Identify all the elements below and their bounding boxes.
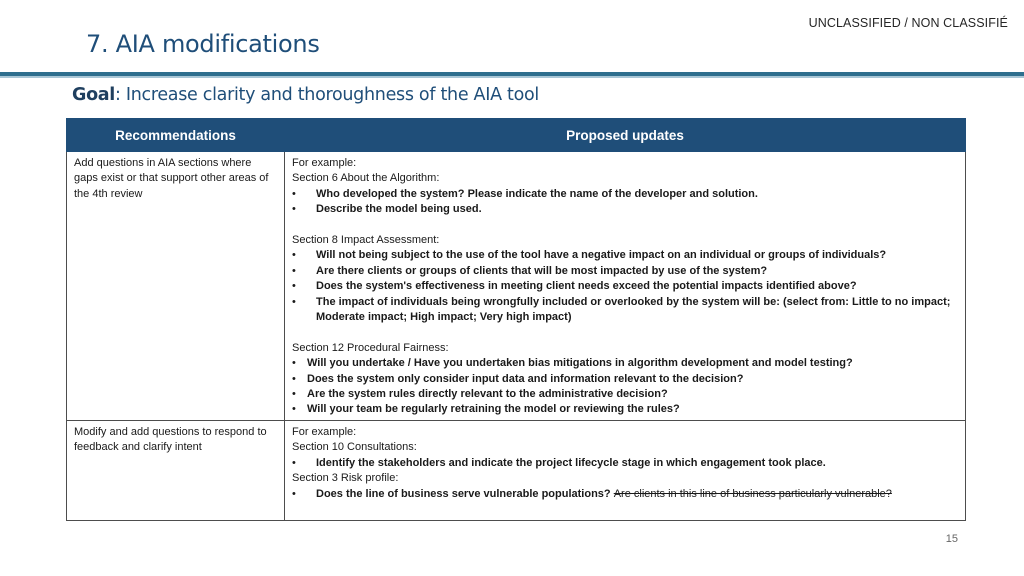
section-title: Section 3 Risk profile: — [292, 472, 399, 485]
updates-table — [66, 118, 966, 521]
bullet-icon: • — [292, 264, 296, 277]
list-item-text: Are there clients or groups of clients that will be most impacted by use of the system? — [316, 264, 768, 277]
bullet-icon: • — [292, 249, 296, 262]
bullet-icon: • — [292, 403, 296, 416]
bullet-icon: • — [292, 388, 296, 401]
list-item — [292, 456, 958, 471]
intro-text: For example: — [292, 425, 357, 438]
slide-title: 7. AIA modifications — [86, 30, 320, 58]
goal-label: Goal — [72, 85, 115, 105]
bullet-icon: • — [292, 372, 296, 385]
list-item — [292, 387, 958, 402]
list-item — [292, 295, 958, 326]
recommendation-text: Modify and add questions to respond to feedback and clarify intent — [74, 425, 267, 454]
page-number: 15 — [945, 533, 958, 545]
proposed-updates-cell — [285, 420, 966, 520]
recommendation-text: Add questions in AIA sections where gaps exist or that support other areas of the 4th review — [74, 157, 269, 200]
list-item-text-bold: Does the line of business serve vulnerable populations? — [316, 487, 611, 500]
bullet-icon: • — [292, 357, 296, 370]
section-title: Section 8 Impact Assessment: — [292, 234, 440, 247]
bullet-icon: • — [292, 203, 296, 216]
list-item — [292, 372, 958, 387]
list-item — [292, 279, 958, 294]
header-proposed-updates: Proposed updates — [285, 119, 966, 152]
bullet-icon: • — [292, 456, 296, 469]
list-item — [292, 356, 958, 371]
section-title: Section 12 Procedural Fairness: — [292, 341, 449, 354]
goal-text: Increase clarity and thoroughness of the AIA tool — [125, 85, 539, 105]
list-item-text: Identify the stakeholders and indicate the project lifecycle stage in which engagement took place. — [316, 456, 826, 469]
bullet-icon: • — [292, 487, 296, 500]
spacer — [292, 218, 958, 233]
list-item-text: The impact of individuals being wrongfully included or overlooked by the system will be: (select from: Little to no impact; Moderate impact; High impact; Very high impact) — [316, 295, 951, 324]
section-title: Section 6 About the Algorithm: — [292, 172, 440, 185]
list-item-text: Will you undertake / Have you undertaken bias mitigations in algorithm development and model testing? — [307, 357, 853, 370]
bullet-icon: • — [292, 280, 296, 293]
table-header-row — [67, 119, 966, 152]
list-item-text: Does the system's effectiveness in meeting client needs exceed the potential impacts identified above? — [316, 280, 857, 293]
proposed-updates-cell — [285, 152, 966, 421]
bullet-icon: • — [292, 295, 296, 308]
intro-text: For example: — [292, 157, 357, 169]
table-row — [67, 420, 966, 520]
list-item — [292, 187, 958, 202]
list-item-text — [316, 487, 892, 502]
list-item — [292, 248, 958, 263]
list-item-text: Who developed the system? Please indicate the name of the developer and solution. — [316, 187, 758, 200]
list-item — [292, 402, 958, 417]
bullet-icon: • — [292, 187, 296, 200]
recommendation-cell — [67, 420, 285, 520]
goal-separator: : — [115, 85, 126, 105]
list-item-text: Does the system only consider input data and information relevant to the decision? — [307, 372, 744, 385]
goal-statement — [72, 85, 539, 105]
struck-text: Are clients in this line of business particularly vulnerable? — [613, 487, 892, 500]
list-item-text: Are the system rules directly relevant to the administrative decision? — [307, 388, 668, 401]
title-rule-accent — [0, 76, 1024, 78]
section-title: Section 10 Consultations: — [292, 441, 417, 454]
spacer — [292, 325, 958, 340]
recommendation-cell — [67, 152, 285, 421]
header-recommendations: Recommendations — [67, 119, 285, 152]
list-item-text: Will not being subject to the use of the tool have a negative impact on an individual or groups of individuals? — [316, 249, 887, 262]
table-row — [67, 152, 966, 421]
list-item-text: Will your team be regularly retraining the model or reviewing the rules? — [307, 403, 680, 416]
list-item-text: Describe the model being used. — [316, 203, 482, 216]
list-item — [292, 264, 958, 279]
list-item — [292, 202, 958, 217]
classification-label: UNCLASSIFIED / NON CLASSIFIÉ — [808, 16, 1008, 30]
list-item — [292, 487, 958, 502]
